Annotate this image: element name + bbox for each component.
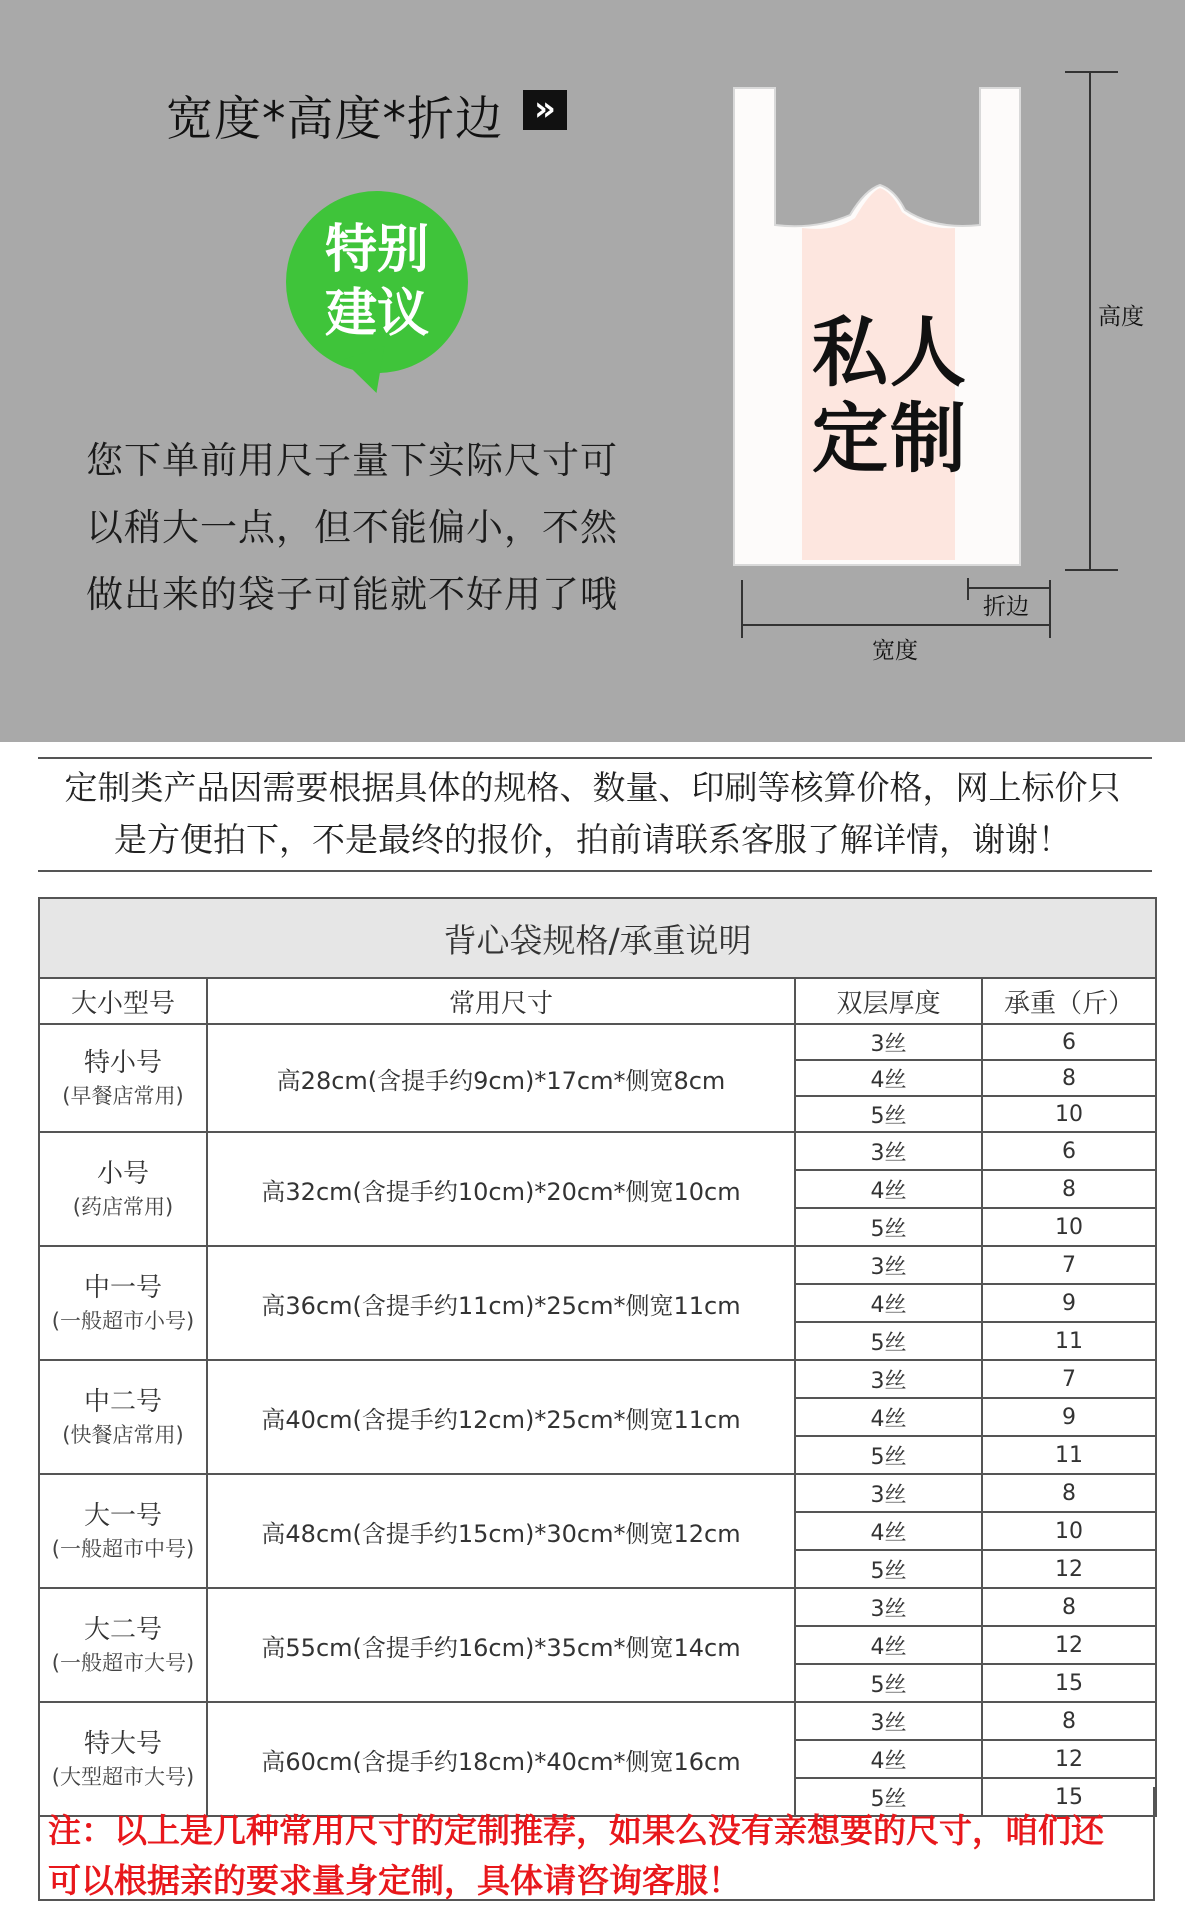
custom-size-note-line-2: 可以根据亲的要求量身定制，具体请咨询客服！ [48, 1861, 741, 1900]
size-cell: 高48cm(含提手约15cm)*30cm*侧宽12cm [207, 1474, 795, 1588]
column-header-model: 大小型号 [39, 978, 207, 1024]
thickness-cell: 4丝 [795, 1512, 982, 1550]
load-cell: 8 [982, 1060, 1156, 1096]
size-cell: 高28cm(含提手约9cm)*17cm*侧宽8cm [207, 1024, 795, 1132]
size-cell: 高40cm(含提手约12cm)*25cm*侧宽11cm [207, 1360, 795, 1474]
model-cell [39, 1024, 207, 1132]
thickness-cell: 3丝 [795, 1132, 982, 1170]
load-cell: 7 [982, 1360, 1156, 1398]
tip-line-2: 以稍大一点，但不能偏小，不然 [86, 506, 618, 549]
pricing-notice [0, 762, 1185, 866]
suggestion-badge-text [286, 218, 468, 346]
table-row [39, 1360, 1156, 1398]
load-cell: 8 [982, 1474, 1156, 1512]
load-cell: 7 [982, 1246, 1156, 1284]
load-cell: 9 [982, 1398, 1156, 1436]
size-cell: 高36cm(含提手约11cm)*25cm*侧宽11cm [207, 1246, 795, 1360]
thickness-cell: 3丝 [795, 1360, 982, 1398]
model-usage-note: (早餐店常用) [62, 1084, 184, 1108]
thickness-cell: 4丝 [795, 1740, 982, 1778]
fold-label: 折边 [983, 594, 1029, 620]
spec-table-title: 背心袋规格/承重说明 [39, 898, 1156, 978]
custom-size-note [48, 1806, 1148, 1906]
model-name: 大二号 [83, 1615, 162, 1645]
thickness-cell: 3丝 [795, 1024, 982, 1060]
hero-panel [0, 0, 1185, 742]
load-cell: 8 [982, 1702, 1156, 1740]
model-name: 大一号 [83, 1501, 162, 1531]
load-cell: 9 [982, 1284, 1156, 1322]
double-arrow-icon: » [523, 90, 567, 130]
thickness-cell: 3丝 [795, 1474, 982, 1512]
thickness-cell: 3丝 [795, 1588, 982, 1626]
thickness-cell: 3丝 [795, 1702, 982, 1740]
model-usage-note: (快餐店常用) [62, 1423, 184, 1447]
model-name: 中二号 [83, 1387, 162, 1417]
load-cell: 10 [982, 1096, 1156, 1132]
load-cell: 8 [982, 1588, 1156, 1626]
model-cell [39, 1132, 207, 1246]
badge-line-1: 特别 [324, 220, 429, 280]
thickness-cell: 5丝 [795, 1208, 982, 1246]
bag-print-text [800, 310, 980, 482]
width-label: 宽度 [872, 638, 918, 664]
model-usage-note: (一般超市大号) [51, 1651, 195, 1675]
table-row [39, 1132, 1156, 1170]
thickness-cell: 4丝 [795, 1060, 982, 1096]
size-cell: 高60cm(含提手约18cm)*40cm*侧宽16cm [207, 1702, 795, 1816]
column-header-thickness: 双层厚度 [795, 978, 982, 1024]
column-header-load: 承重（斤） [982, 978, 1156, 1024]
size-cell: 高32cm(含提手约10cm)*20cm*侧宽10cm [207, 1132, 795, 1246]
divider [38, 870, 1152, 872]
thickness-cell: 5丝 [795, 1436, 982, 1474]
table-row [39, 1246, 1156, 1284]
tip-line-1: 您下单前用尺子量下实际尺寸可 [86, 439, 618, 482]
thickness-cell: 4丝 [795, 1398, 982, 1436]
thickness-cell: 5丝 [795, 1322, 982, 1360]
pricing-notice-line-1: 定制类产品因需要根据具体的规格、数量、印刷等核算价格，网上标价只 [64, 768, 1121, 807]
model-usage-note: (一般超市小号) [51, 1309, 195, 1333]
load-cell: 10 [982, 1512, 1156, 1550]
height-label: 高度 [1098, 304, 1144, 330]
load-cell: 15 [982, 1778, 1156, 1816]
thickness-cell: 5丝 [795, 1096, 982, 1132]
divider [38, 757, 1152, 759]
table-row [39, 1024, 1156, 1060]
model-cell [39, 1360, 207, 1474]
custom-size-note-line-1: 注：以上是几种常用尺寸的定制推荐，如果么没有亲想要的尺寸，咱们还 [48, 1811, 1104, 1850]
thickness-cell: 4丝 [795, 1284, 982, 1322]
load-cell: 10 [982, 1208, 1156, 1246]
bag-print-line-1: 私人 [812, 308, 968, 397]
load-cell: 12 [982, 1626, 1156, 1664]
model-name: 小号 [96, 1159, 149, 1189]
thickness-cell: 5丝 [795, 1778, 982, 1816]
size-cell: 高55cm(含提手约16cm)*35cm*侧宽14cm [207, 1588, 795, 1702]
table-row [39, 1702, 1156, 1740]
thickness-cell: 5丝 [795, 1550, 982, 1588]
bag-print-line-2: 定制 [812, 394, 968, 483]
model-name: 特大号 [83, 1729, 162, 1759]
table-row [39, 1474, 1156, 1512]
load-cell: 12 [982, 1550, 1156, 1588]
load-cell: 6 [982, 1024, 1156, 1060]
load-cell: 8 [982, 1170, 1156, 1208]
table-row [39, 1588, 1156, 1626]
model-name: 特小号 [83, 1048, 162, 1078]
load-cell: 12 [982, 1740, 1156, 1778]
model-usage-note: (一般超市中号) [51, 1537, 195, 1561]
spec-table [38, 897, 1157, 1817]
model-cell [39, 1474, 207, 1588]
load-cell: 11 [982, 1322, 1156, 1360]
pricing-notice-line-2: 是方便拍下，不是最终的报价，拍前请联系客服了解详情，谢谢！ [114, 820, 1071, 859]
load-cell: 15 [982, 1664, 1156, 1702]
badge-line-2: 建议 [324, 284, 429, 344]
spec-table-body [39, 1024, 1156, 1816]
load-cell: 6 [982, 1132, 1156, 1170]
headline: 宽度*高度*折边 [166, 92, 503, 147]
thickness-cell: 4丝 [795, 1626, 982, 1664]
thickness-cell: 4丝 [795, 1170, 982, 1208]
load-cell: 11 [982, 1436, 1156, 1474]
tip-line-3: 做出来的袋子可能就不好用了哦 [86, 573, 618, 616]
model-name: 中一号 [83, 1273, 162, 1303]
model-usage-note: (大型超市大号) [51, 1765, 195, 1789]
model-usage-note: (药店常用) [72, 1195, 174, 1219]
model-cell [39, 1588, 207, 1702]
thickness-cell: 3丝 [795, 1246, 982, 1284]
column-header-size: 常用尺寸 [207, 978, 795, 1024]
thickness-cell: 5丝 [795, 1664, 982, 1702]
model-cell [39, 1246, 207, 1360]
